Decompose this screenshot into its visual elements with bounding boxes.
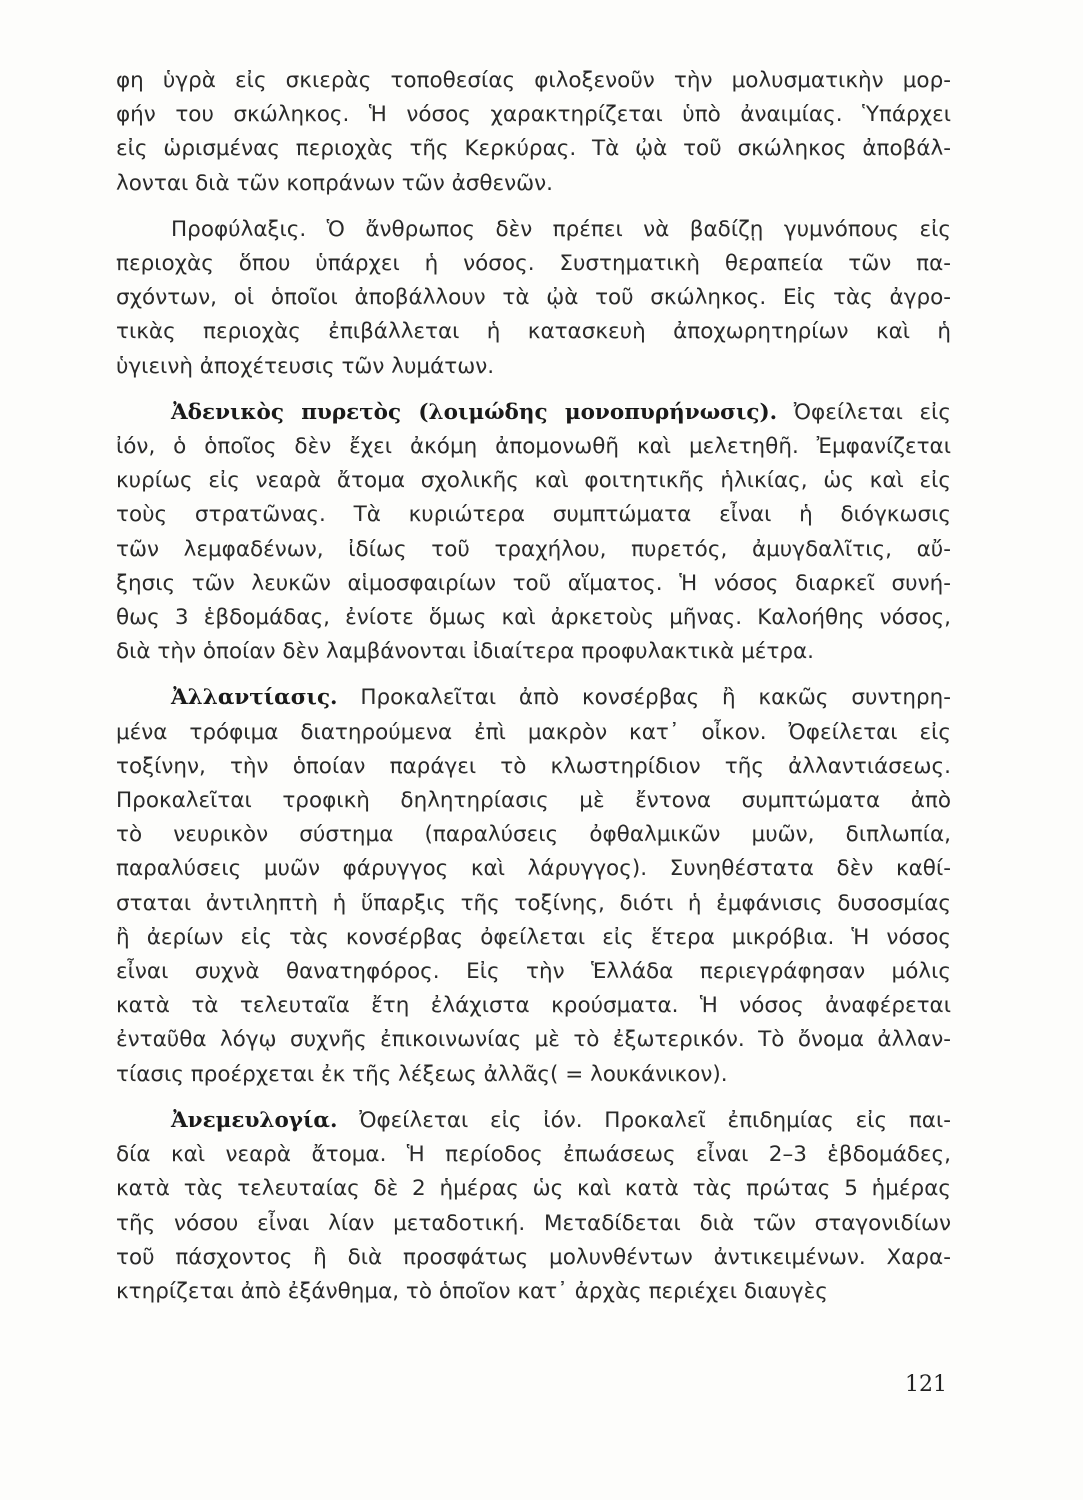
line-text: Ὀφείλεται εἰς ἰόν. Προκαλεῖ ἐπιδημίας εἰς παι- [359,1107,951,1133]
page-number: 121 [905,1372,947,1397]
line-text: εἰς ὡρισμένας περιοχὰς τῆς Κερκύρας. Τὰ ᾠὰ τοῦ σκώληκος ἀποβάλ- [116,136,951,162]
text-line [116,64,951,98]
line-text: ξησις τῶν λευκῶν αἱμοσφαιρίων τοῦ αἵματος. Ἡ νόσος διαρκεῖ συνή- [116,570,951,596]
line-text: ἐνταῦθα λόγῳ συχνῆς ἐπικοινωνίας μὲ τὸ ἐξωτερικόν. Τὸ ὄνομα ἀλλαν- [116,1027,951,1053]
text-line [116,281,951,315]
text-line [116,533,951,567]
paragraph [116,1104,951,1309]
text-line [116,1104,951,1138]
text-line [116,601,951,635]
line-text: ὑγιεινὴ ἀποχέτευσις τῶν λυμάτων. [116,353,495,379]
text-line [116,635,951,669]
text-line [116,818,951,852]
text-line [116,1023,951,1057]
line-text: σταται ἀντιληπτὴ ἡ ὕπαρξις τῆς τοξίνης, διότι ἡ ἐμφάνισις δυσοσμίας [116,890,951,916]
text-line [116,167,951,201]
line-text: τίασις προέρχεται ἐκ τῆς λέξεως ἀλλᾶς( = λουκάνικον). [116,1061,728,1087]
line-text: διὰ τὴν ὁποίαν δὲν λαμβάνονται ἰδιαίτερα προφυλακτικὰ μέτρα. [116,639,814,665]
line-text: περιοχὰς ὅπου ὑπάρχει ἡ νόσος. Συστηματικὴ θεραπεία τῶν πα- [116,251,951,277]
line-text: σχόντων, οἱ ὁποῖοι ἀποβάλλουν τὰ ᾠὰ τοῦ σκώληκος. Εἰς τὰς ἀγρο- [116,285,951,311]
line-text: μένα τρόφιμα διατηρούμενα ἐπὶ μακρὸν κατ᾽ οἶκον. Ὀφείλεται εἰς [116,719,951,745]
text-line [116,1058,951,1092]
paragraph [116,64,951,201]
section-heading: Ἀδενικὸς πυρετὸς (λοιμώδης μονοπυρήνωσις). [171,399,778,425]
line-text: εἶναι συχνὰ θανατηφόρος. Εἰς τὴν Ἑλλάδα περιεγράφησαν μόλις [116,959,951,985]
line-text: κατὰ τὰ τελευταῖα ἔτη ἐλάχιστα κρούσματα. Ἡ νόσος ἀναφέρεται [116,993,951,1019]
text-line [116,98,951,132]
text-line [116,852,951,886]
line-text: τὸ νευρικὸν σύστημα (παραλύσεις ὀφθαλμικῶν μυῶν, διπλωπία, [116,822,951,848]
line-text: ἰόν, ὁ ὁποῖος δὲν ἔχει ἀκόμη ἀπομονωθῆ καὶ μελετηθῆ. Ἐμφανίζεται [116,434,951,460]
line-text: δία καὶ νεαρὰ ἄτομα. Ἡ περίοδος ἐπωάσεως εἶναι 2–3 ἑβδομάδες, [116,1142,951,1168]
section-heading: Ἀνεμευλογία. [171,1107,338,1133]
line-text: Ὀφείλεται εἰς [793,399,951,425]
text-line [116,213,951,247]
line-text: ἢ ἀερίων εἰς τὰς κονσέρβας ὀφείλεται εἰς ἕτερα μικρόβια. Ἡ νόσος [116,924,951,950]
line-text: Προφύλαξις. Ὁ ἄνθρωπος δὲν πρέπει νὰ βαδίζῃ γυμνόπους εἰς [171,216,951,242]
line-text: Προκαλεῖται ἀπὸ κονσέρβας ἢ κακῶς συντηρη- [360,685,951,711]
line-text: τοὺς στρατῶνας. Τὰ κυριώτερα συμπτώματα εἶναι ἡ διόγκωσις [116,502,951,528]
text-line [116,716,951,750]
line-text: τῶν λεμφαδένων, ἰδίως τοῦ τραχήλου, πυρετός, ἀμυγδαλῖτις, αὔ- [116,536,951,562]
text-line [116,1275,951,1309]
paragraph [116,681,951,1091]
text-line [116,315,951,349]
line-text: τῆς νόσου εἶναι λίαν μεταδοτική. Μεταδίδεται διὰ τῶν σταγονιδίων [116,1210,951,1236]
line-text: λονται διὰ τῶν κοπράνων τῶν ἀσθενῶν. [116,170,554,196]
text-line [116,989,951,1023]
text-line [116,1241,951,1275]
line-text: θως 3 ἑβδομάδας, ἐνίοτε ὅμως καὶ ἀρκετοὺς μῆνας. Καλοήθης νόσος, [116,605,951,631]
line-text: τικὰς περιοχὰς ἐπιβάλλεται ἡ κατασκευὴ ἀποχωρητηρίων καὶ ἡ [116,319,951,345]
line-text: παραλύσεις μυῶν φάρυγγος καὶ λάρυγγος). Συνηθέστατα δὲν καθί- [116,856,951,882]
text-line [116,1172,951,1206]
paragraph [116,396,951,670]
line-text: τοξίνην, τὴν ὁποίαν παράγει τὸ κλωστηρίδιον τῆς ἀλλαντιάσεως. [116,753,951,779]
text-line [116,396,951,430]
text-line [116,430,951,464]
line-text: κτηρίζεται ἀπὸ ἐξάνθημα, τὸ ὁποῖον κατ᾽ ἀρχὰς περιέχει διαυγὲς [116,1278,828,1304]
line-text: τοῦ πάσχοντος ἢ διὰ προσφάτως μολυνθέντων ἀντικειμένων. Χαρα- [116,1244,951,1270]
section-heading: Ἀλλαντίασις. [171,685,338,711]
text-line [116,681,951,715]
text-line [116,887,951,921]
line-text: Προκαλεῖται τροφικὴ δηλητηρίασις μὲ ἔντονα συμπτώματα ἀπὸ [116,788,951,814]
line-text: κατὰ τὰς τελευταίας δὲ 2 ἡμέρας ὡς καὶ κατὰ τὰς πρώτας 5 ἡμέρας [116,1176,951,1202]
text-line [116,750,951,784]
line-text: κυρίως εἰς νεαρὰ ἄτομα σχολικῆς καὶ φοιτητικῆς ἡλικίας, ὡς καὶ εἰς [116,468,951,494]
text-line [116,350,951,384]
text-line [116,1138,951,1172]
text-line [116,567,951,601]
line-text: φήν του σκώληκος. Ἡ νόσος χαρακτηρίζεται ὑπὸ ἀναιμίας. Ὑπάρχει [116,102,951,128]
text-line [116,1207,951,1241]
text-line [116,247,951,281]
text-line [116,132,951,166]
text-line [116,955,951,989]
text-line [116,921,951,955]
paragraph [116,213,951,384]
text-line [116,784,951,818]
body-text [116,64,951,1309]
text-line [116,464,951,498]
line-text: φη ὑγρὰ εἰς σκιερὰς τοποθεσίας φιλοξενοῦν τὴν μολυσματικὴν μορ- [116,68,951,93]
text-line [116,498,951,532]
